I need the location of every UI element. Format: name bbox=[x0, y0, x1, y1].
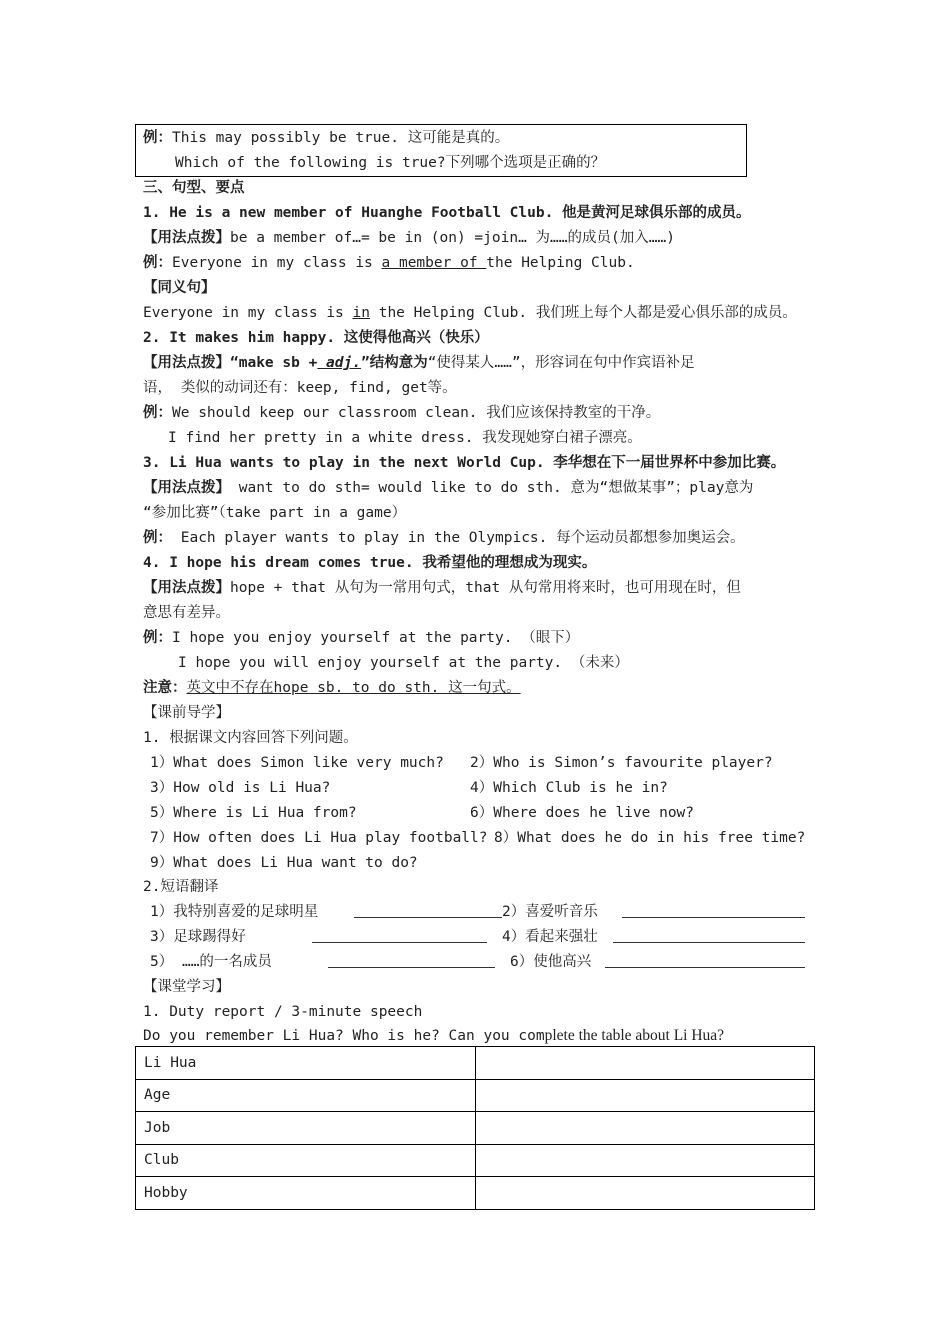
table-row bbox=[136, 1079, 815, 1112]
tip-structure: “make sb + bbox=[230, 355, 318, 371]
example-text: We should keep our classroom clean. 我们应该保持教室的干净。 bbox=[172, 405, 661, 421]
phrase-item bbox=[150, 952, 272, 972]
item2-example-1 bbox=[143, 403, 660, 423]
note-label: 注意： bbox=[143, 680, 187, 696]
question-item: 2）Who is Simon’s favourite player? bbox=[470, 755, 773, 771]
item2-example-2: I find her pretty in a white dress. 我发现她穿白裙子漂亮。 bbox=[168, 430, 642, 446]
example-label: 例： bbox=[143, 630, 172, 646]
table-answer-cell[interactable] bbox=[475, 1079, 815, 1112]
example-text: This may possibly be true. 这可能是真的。 bbox=[172, 130, 510, 146]
example-text-end: the Helping Club. bbox=[486, 255, 635, 271]
phrase-label: 5） ……的一名成员 bbox=[150, 954, 272, 970]
example-label: 例： bbox=[143, 530, 172, 546]
question-item: 3）How old is Li Hua? bbox=[150, 780, 331, 796]
example-label: 例： bbox=[143, 130, 172, 146]
phrase-item bbox=[510, 952, 591, 972]
tip-label: 【用法点拨】 bbox=[143, 480, 230, 496]
tip-text: be a member of…= be in (on) =join… 为……的成员(加入……) bbox=[230, 230, 675, 246]
item1-tip bbox=[143, 228, 675, 248]
answer-blank[interactable] bbox=[613, 928, 805, 943]
answer-blank[interactable] bbox=[605, 953, 805, 968]
example-box-line-2: Which of the following is true?下列哪个选项是正确的？ bbox=[175, 155, 606, 171]
table-answer-cell[interactable] bbox=[475, 1112, 815, 1145]
example-text: Everyone in my class is bbox=[172, 255, 382, 271]
table-label-cell: Job bbox=[136, 1112, 476, 1145]
note-text: 英文中不存在hope sb. to do sth. 这一句式。 bbox=[186, 680, 521, 696]
table-label-cell: Age bbox=[136, 1079, 476, 1112]
answer-blank[interactable] bbox=[622, 903, 805, 918]
duty-report: 1. Duty report / 3-minute speech bbox=[143, 1004, 423, 1020]
phrase-label: 3）足球踢得好 bbox=[150, 929, 246, 945]
section-heading: 三、句型、要点 bbox=[143, 180, 245, 196]
translation-title: 2.短语翻译 bbox=[143, 879, 219, 895]
item4-tip-line-2: 意思有差异。 bbox=[143, 605, 230, 621]
item3-tip-line-2: “参加比赛”（take part in a game） bbox=[143, 505, 407, 521]
item4-sentence: 4. I hope his dream comes true. 我希望他的理想成为现实。 bbox=[143, 555, 597, 571]
item3-sentence: 3. Li Hua wants to play in the next World Cup. 李华想在下一届世界杯中参加比赛。 bbox=[143, 455, 786, 471]
prompt-text: Do you remember Li Hua? Who is he? Can you com bbox=[143, 1028, 545, 1044]
item4-tip bbox=[143, 578, 741, 598]
item3-tip bbox=[143, 478, 753, 498]
example-text: Each player wants to play in the Olympics. 每个运动员都想参加奥运会。 bbox=[172, 530, 745, 546]
item1-sentence: 1. He is a new member of Huanghe Football Club. 他是黄河足球俱乐部的成员。 bbox=[143, 205, 751, 221]
example-label: 例： bbox=[143, 405, 172, 421]
phrase-item bbox=[502, 927, 598, 947]
table-answer-cell[interactable] bbox=[475, 1144, 815, 1177]
classroom-heading: 【课堂学习】 bbox=[143, 979, 230, 995]
table-answer-cell[interactable] bbox=[475, 1047, 815, 1080]
question-item: 6）Where does he live now? bbox=[470, 805, 695, 821]
tip-adj: adj. bbox=[317, 355, 361, 371]
tip-label: 【用法点拨】 bbox=[143, 355, 230, 371]
synonym-text: Everyone in my class is bbox=[143, 305, 353, 321]
phrase-label: 1）我特别喜爱的足球明星 bbox=[150, 904, 319, 920]
note bbox=[143, 678, 521, 698]
table-row bbox=[136, 1144, 815, 1177]
phrase-label: 2）喜爱听音乐 bbox=[502, 904, 598, 920]
question-item: 5）Where is Li Hua from? bbox=[150, 805, 357, 821]
example-label: 例： bbox=[143, 255, 172, 271]
synonym-underlined: in bbox=[352, 305, 370, 321]
example-box-line-1 bbox=[143, 128, 509, 148]
item1-example bbox=[143, 253, 635, 273]
question-item: 9）What does Li Hua want to do? bbox=[150, 855, 418, 871]
tip-text: “使得某人……”，形容词在句中作宾语补足 bbox=[427, 355, 695, 371]
question-item: 4）Which Club is he in? bbox=[470, 780, 668, 796]
table-label-cell: Club bbox=[136, 1144, 476, 1177]
example-text: I hope you enjoy yourself at the party. （眼下） bbox=[172, 630, 580, 646]
table-answer-cell[interactable] bbox=[475, 1177, 815, 1210]
table-row bbox=[136, 1177, 815, 1210]
tip-label: 【用法点拨】 bbox=[143, 230, 230, 246]
questions-title: 1. 根据课文内容回答下列问题。 bbox=[143, 730, 358, 746]
answer-blank[interactable] bbox=[312, 928, 487, 943]
item4-example-1 bbox=[143, 628, 579, 648]
question-item: 1）What does Simon like very much? bbox=[150, 755, 444, 771]
preview-heading: 【课前导学】 bbox=[143, 705, 230, 721]
item2-sentence: 2. It makes him happy. 这使得他高兴（快乐） bbox=[143, 330, 489, 346]
table-label-cell: Hobby bbox=[136, 1177, 476, 1210]
phrase-item bbox=[150, 902, 318, 922]
tip-structure-end: ”结构意为 bbox=[360, 355, 428, 371]
synonym-label: 【同义句】 bbox=[143, 280, 216, 296]
question-item: 7）How often does Li Hua play football? bbox=[150, 830, 488, 846]
item3-example bbox=[143, 528, 745, 548]
tip-label: 【用法点拨】 bbox=[143, 580, 230, 596]
table-label-cell: Li Hua bbox=[136, 1047, 476, 1080]
item2-tip-line-2: 语， 类似的动词还有：keep, find, get等。 bbox=[143, 380, 457, 396]
answer-blank[interactable] bbox=[354, 903, 502, 918]
synonym-text-end: the Helping Club. 我们班上每个人都是爱心俱乐部的成员。 bbox=[369, 305, 797, 321]
phrase-label: 6）使他高兴 bbox=[510, 954, 592, 970]
phrase-label: 4）看起来强壮 bbox=[502, 929, 598, 945]
table-row bbox=[136, 1047, 815, 1080]
li-hua-info-table bbox=[135, 1046, 815, 1210]
table-prompt bbox=[143, 1026, 724, 1046]
synonym-sentence bbox=[143, 303, 797, 323]
item4-example-2: I hope you will enjoy yourself at the party. （未来） bbox=[178, 655, 629, 671]
table-row bbox=[136, 1112, 815, 1145]
phrase-item bbox=[502, 902, 598, 922]
example-underlined: a member of bbox=[381, 255, 487, 271]
tip-text: want to do sth= would like to do sth. 意为“想做某事”；play意为 bbox=[230, 480, 754, 496]
prompt-text-end: plete the table about Li Hua? bbox=[544, 1027, 725, 1044]
item2-tip bbox=[143, 353, 695, 373]
tip-text: hope + that 从句为一常用句式，that 从句常用将来时，也可用现在时，但 bbox=[230, 580, 741, 596]
answer-blank[interactable] bbox=[328, 953, 495, 968]
question-item: 8）What does he do in his free time? bbox=[494, 830, 806, 846]
phrase-item bbox=[150, 927, 246, 947]
